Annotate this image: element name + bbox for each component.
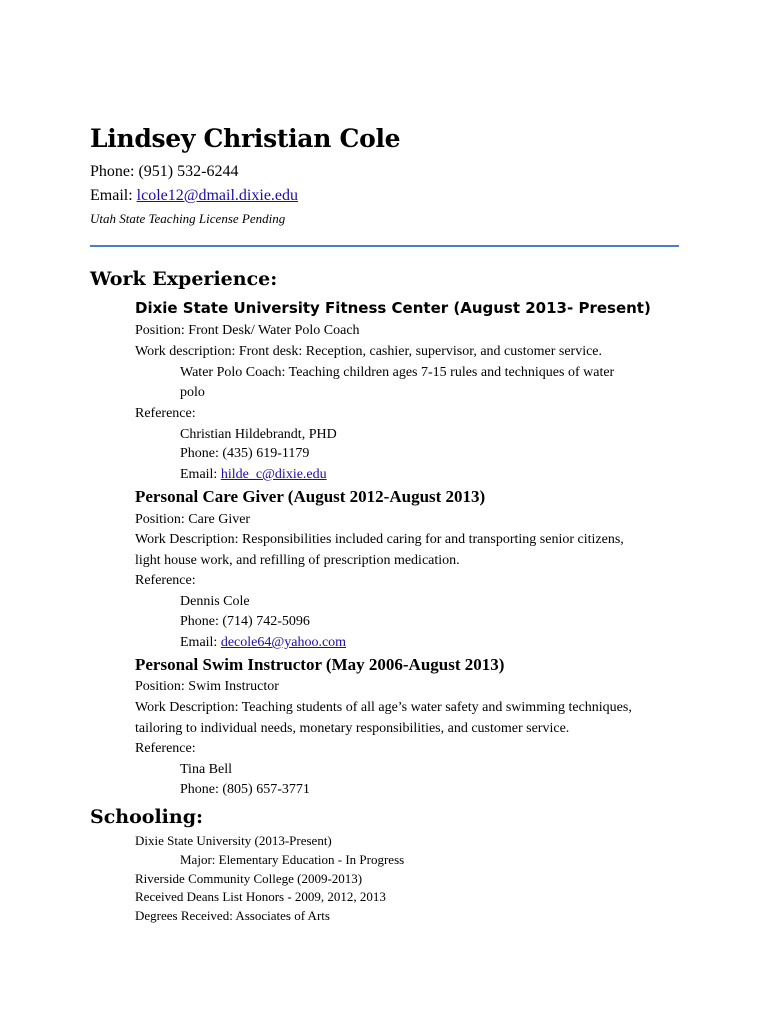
school-line: Degrees Received: Associates of Arts — [135, 908, 330, 923]
reference-email-link[interactable]: hilde_c@dixie.edu — [220, 467, 327, 482]
reference-name: Christian Hildebrandt, PHD — [180, 427, 337, 442]
contact-phone — [90, 163, 238, 181]
reference-name: Dennis Cole — [180, 594, 250, 609]
school-line: Major: Elementary Education - In Progress — [180, 852, 405, 867]
reference-phone: Phone: (435) 619-1179 — [180, 446, 310, 461]
job-description: Work Description: Teaching students of all age’s water safety and swimming techniques, — [135, 700, 632, 715]
header-divider — [90, 245, 679, 247]
job-description: Work description: Front desk: Reception, cashier, supervisor, and customer service. — [135, 344, 603, 359]
reference-email — [180, 635, 346, 651]
phone-number: (951) 532-6244 — [138, 163, 239, 180]
reference-phone: Phone: (714) 742-5096 — [180, 614, 310, 629]
reference-email-label: Email: — [180, 635, 221, 650]
reference-email-link[interactable]: decole64@yahoo.com — [220, 635, 347, 650]
school-line: Riverside Community College (2009-2013) — [135, 871, 363, 886]
reference-label: Reference: — [135, 406, 196, 421]
job-title-fitness-center: Dixie State University Fitness Center (August 2013- Present) — [135, 299, 651, 317]
phone-label: Phone: — [90, 163, 139, 180]
school-line: Received Deans List Honors - 2009, 2012, 2013 — [135, 889, 386, 904]
job-description: polo — [180, 385, 205, 400]
school-line: Dixie State University (2013-Present) — [135, 833, 332, 848]
job-title-swim-instructor: Personal Swim Instructor (May 2006-August 2013) — [135, 655, 505, 674]
work-experience-heading: Work Experience: — [90, 268, 278, 290]
job-description: Water Polo Coach: Teaching children ages 7-15 rules and techniques of water — [180, 365, 615, 380]
job-position: Position: Care Giver — [135, 512, 251, 527]
schooling-heading: Schooling: — [90, 806, 203, 828]
contact-email — [90, 187, 298, 205]
reference-label: Reference: — [135, 573, 196, 588]
job-title-care-giver: Personal Care Giver (August 2012-August 2013) — [135, 487, 486, 506]
email-label: Email: — [90, 187, 137, 204]
job-description: Work Description: Responsibilities included caring for and transporting senior citizens, — [135, 532, 624, 547]
reference-phone: Phone: (805) 657-3771 — [180, 782, 310, 797]
reference-label: Reference: — [135, 741, 196, 756]
reference-email-label: Email: — [180, 467, 221, 482]
job-position: Position: Front Desk/ Water Polo Coach — [135, 323, 360, 338]
job-position: Position: Swim Instructor — [135, 679, 279, 694]
email-link[interactable]: lcole12@dmail.dixie.edu — [136, 187, 299, 204]
reference-email — [180, 467, 327, 483]
license-note: Utah State Teaching License Pending — [90, 211, 286, 226]
resume-name: Lindsey Christian Cole — [90, 124, 401, 153]
job-description: light house work, and refilling of prescription medication. — [135, 553, 460, 568]
reference-name: Tina Bell — [180, 762, 232, 777]
job-description: tailoring to individual needs, monetary responsibilities, and customer service. — [135, 721, 570, 736]
